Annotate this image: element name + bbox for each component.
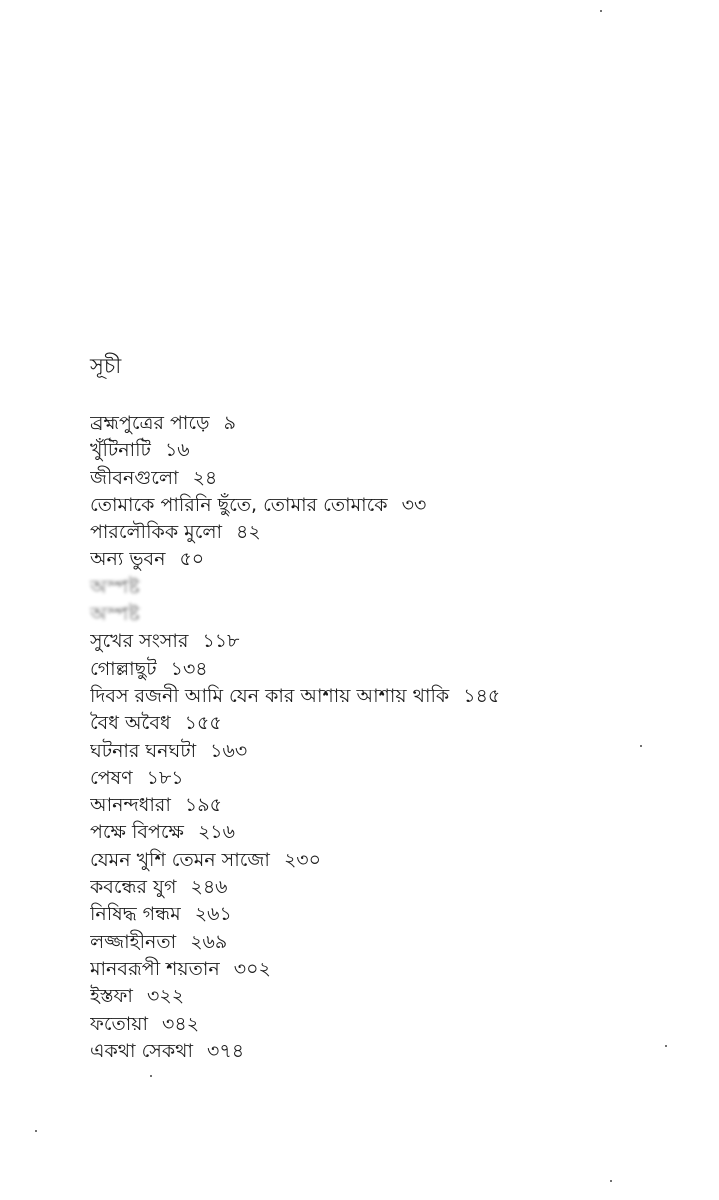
toc-entry-title: পেষণ [90,766,133,789]
toc-entry [90,546,650,573]
scan-speck [150,1075,152,1077]
toc-entry-title: পারলৌকিক মুলো [90,521,222,544]
toc-entry-title: আনন্দধারা [90,794,171,817]
toc-entry-page: ২৩০ [283,848,321,871]
toc-entry-page: ৫০ [179,548,205,571]
toc-entry [90,683,650,710]
toc-entry-title: একথা সেকথা [90,1039,193,1062]
toc-entry-title: গোল্লাছুট [90,657,157,680]
toc-entry-title: অস্পষ্ট [90,575,140,598]
toc-entry-page: ৩৩ [401,493,427,516]
contents-heading: সূচী [90,354,122,378]
toc-entry [90,437,650,464]
toc-entry-page: ১৯৫ [184,794,222,817]
toc-entry-title: বৈধ অবৈধ [90,712,171,735]
toc-entry-page: ১৪৫ [463,684,501,707]
toc-entry-page: ৩২২ [147,985,185,1008]
toc-entry [90,656,650,683]
toc-entry [90,519,650,546]
toc-entry-title: যেমন খুশি তেমন সাজো [90,848,270,871]
toc-entry-page: ২৪ [192,466,218,489]
toc-entry [90,929,650,956]
toc-entry [90,628,650,655]
toc-entry-title: তোমাকে পারিনি ছুঁতে, তোমার তোমাকে [90,493,388,516]
toc-entry-page: ১৬ [164,439,190,462]
toc-entry-title: লজ্জাহীনতা [90,930,177,953]
toc-entry [90,1011,650,1038]
toc-entry-title: জীবনগুলো [90,466,179,489]
toc-entry [90,1038,650,1065]
toc-entry-title: কবন্ধের যুগ [90,876,177,899]
toc-entry-page: ১৮১ [146,766,184,789]
toc-entry [90,738,650,765]
toc-entry [90,847,650,874]
toc-entry-page: ৩৪২ [162,1012,200,1035]
toc-entry-page: ২৬৯ [190,930,228,953]
toc-entry-title: সুখের সংসার [90,630,189,653]
scan-speck [35,1130,37,1132]
scan-speck [600,10,602,12]
toc-entry-page: ১৩৪ [170,657,208,680]
toc-entry-page: ২১৬ [197,821,235,844]
scan-speck [665,1045,667,1047]
toc-entry-page: ৩৭৪ [207,1039,245,1062]
toc-entry [90,874,650,901]
toc-entry-page: ৪২ [236,521,261,544]
toc-entry-title: ঘটনার ঘনঘটা [90,739,197,762]
toc-entry-title: মানবরূপী শয়তান [90,957,220,980]
toc-entry-title: খুঁটিনাটি [90,439,151,462]
table-of-contents [90,410,650,1065]
scan-speck [640,745,642,747]
toc-entry-page: ১৬৩ [210,739,248,762]
toc-entry-title: ফতোয়া [90,1012,148,1035]
toc-entry-title: নিষিদ্ধ গন্ধম [90,903,181,926]
toc-entry [90,492,650,519]
toc-entry [90,956,650,983]
toc-entry [90,983,650,1010]
toc-entry-title: অস্পষ্ট [90,603,140,626]
toc-entry [90,710,650,737]
toc-entry-title: ব্রহ্মপুত্রের পাড়ে [90,412,210,434]
toc-entry-page: ২৬১ [194,903,232,926]
toc-entry [90,792,650,819]
toc-entry-page: ৩০২ [233,957,271,980]
scan-speck [610,1180,612,1182]
toc-entry-illegible [90,574,650,601]
toc-entry-title: দিবস রজনী আমি যেন কার আশায় আশায় থাকি [90,684,450,707]
toc-entry-page: ১১৮ [202,630,240,653]
toc-entry-page: ৯ [223,412,236,434]
toc-entry-page: ২৪৬ [190,876,228,899]
toc-entry [90,410,650,437]
toc-entry [90,765,650,792]
toc-entry [90,465,650,492]
toc-entry [90,901,650,928]
toc-entry-title: পক্ষে বিপক্ষে [90,821,184,844]
toc-entry-illegible [90,601,650,628]
toc-entry-title: অন্য ভুবন [90,548,166,571]
toc-entry-page: ১৫৫ [184,712,222,735]
toc-entry-title: ইস্তফা [90,985,133,1008]
toc-entry [90,819,650,846]
